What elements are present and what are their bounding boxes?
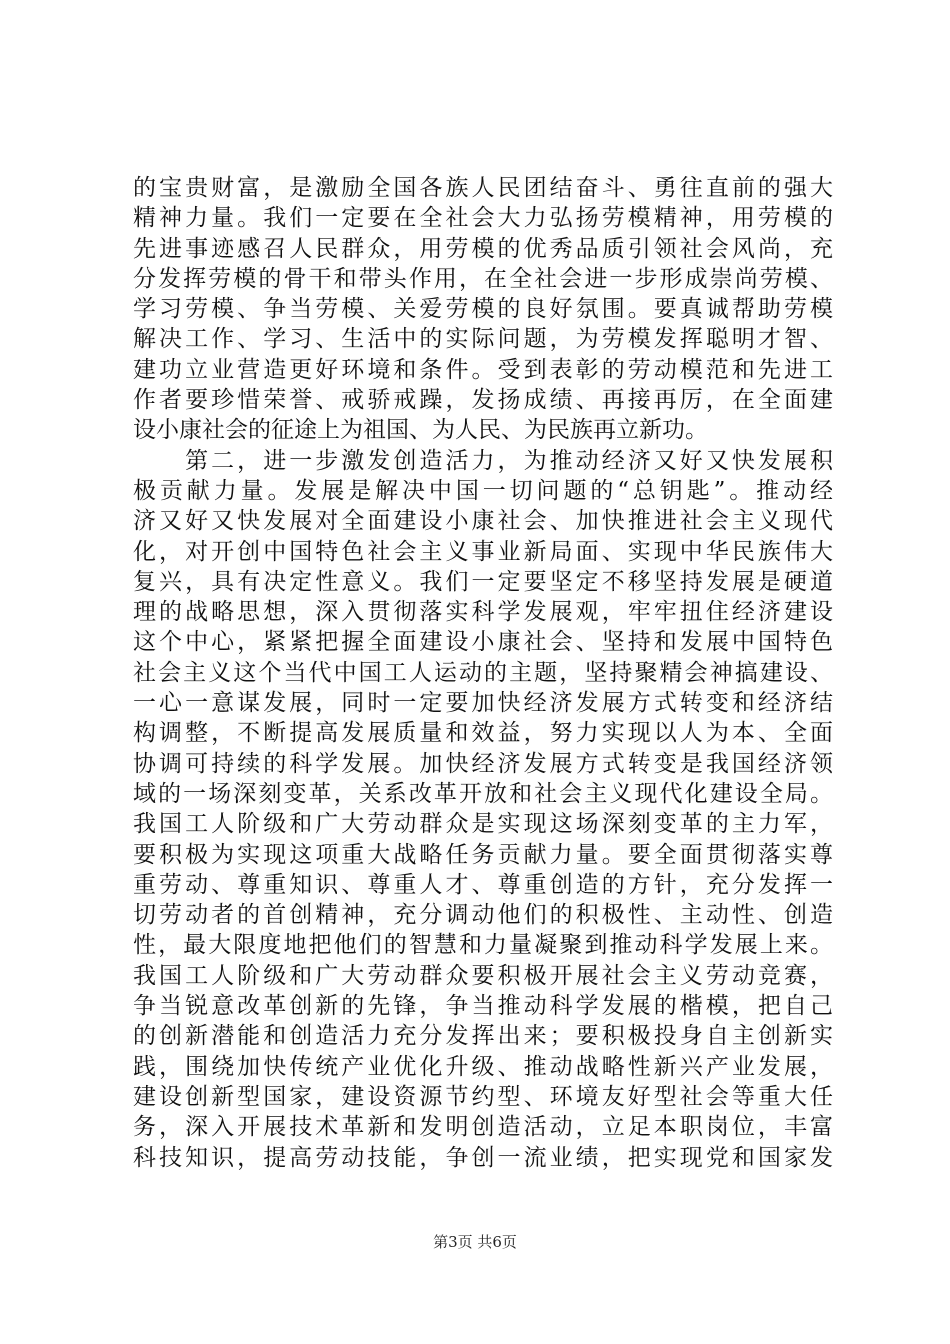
text-line: 重劳动、尊重知识、尊重人才、尊重创造的方针，充分发挥一 <box>133 871 833 898</box>
text-line: 域的一场深刻变革，关系改革开放和社会主义现代化建设全局。 <box>133 780 833 807</box>
text-line: 作者要珍惜荣誉、戒骄戒躁，发扬成绩、再接再厉，在全面建 <box>133 387 833 414</box>
body-text <box>133 173 833 1173</box>
paragraph <box>133 173 833 446</box>
page-number-footer: 第3页 共6页 <box>433 1233 517 1251</box>
text-line: 我国工人阶级和广大劳动群众是实现这场深刻变革的主力军， <box>133 811 833 838</box>
text-line: 一心一意谋发展，同时一定要加快经济发展方式转变和经济结 <box>133 690 833 717</box>
text-line: 务，深入开展技术革新和发明创造活动，立足本职岗位，丰富 <box>133 1114 833 1141</box>
text-line: 建功立业营造更好环境和条件。受到表彰的劳动模范和先进工 <box>133 356 833 383</box>
text-line: 社会主义这个当代中国工人运动的主题，坚持聚精会神搞建设、 <box>133 659 833 686</box>
text-line: 的创新潜能和创造活力充分发挥出来；要积极投身自主创新实 <box>133 1023 833 1050</box>
text-line: 建设创新型国家，建设资源节约型、环境友好型社会等重大任 <box>133 1083 833 1110</box>
text-line: 设小康社会的征途上为祖国、为人民、为民族再立新功。 <box>133 417 708 444</box>
text-line: 要积极为实现这项重大战略任务贡献力量。要全面贯彻落实尊 <box>133 841 833 868</box>
text-line: 的宝贵财富，是激励全国各族人民团结奋斗、勇往直前的强大 <box>133 175 833 201</box>
text-line: 践，围绕加快传统产业优化升级、推动战略性新兴产业发展， <box>133 1053 833 1080</box>
text-line: 先进事迹感召人民群众，用劳模的优秀品质引领社会风尚，充 <box>133 235 833 262</box>
text-line: 复兴，具有决定性意义。我们一定要坚定不移坚持发展是硬道 <box>133 568 833 595</box>
text-line: 我国工人阶级和广大劳动群众要积极开展社会主义劳动竞赛， <box>133 962 833 989</box>
text-line: 精神力量。我们一定要在全社会大力弘扬劳模精神，用劳模的 <box>133 205 833 232</box>
text-line: 解决工作、学习、生活中的实际问题，为劳模发挥聪明才智、 <box>133 326 833 353</box>
text-line: 化，对开创中国特色社会主义事业新局面、实现中华民族伟大 <box>133 538 833 565</box>
text-line: 学习劳模、争当劳模、关爱劳模的良好氛围。要真诚帮助劳模 <box>133 296 833 323</box>
text-line: 性，最大限度地把他们的智慧和力量凝聚到推动科学发展上来。 <box>133 932 833 959</box>
text-line: 第二，进一步激发创造活力，为推动经济又好又快发展积 <box>133 447 833 474</box>
text-line: 理的战略思想，深入贯彻落实科学发展观，牢牢扭住经济建设 <box>133 599 833 626</box>
text-line: 协调可持续的科学发展。加快经济发展方式转变是我国经济领 <box>133 750 833 777</box>
text-line: 分发挥劳模的骨干和带头作用，在全社会进一步形成崇尚劳模、 <box>133 265 833 292</box>
paragraph <box>133 446 833 1173</box>
text-line: 构调整，不断提高发展质量和效益，努力实现以人为本、全面 <box>133 720 833 747</box>
text-line: 科技知识，提高劳动技能，争创一流业绩，把实现党和国家发 <box>133 1144 833 1171</box>
text-line: 这个中心，紧紧把握全面建设小康社会、坚持和发展中国特色 <box>133 629 833 656</box>
text-line: 争当锐意改革创新的先锋，争当推动科学发展的楷模，把自己 <box>133 993 833 1020</box>
text-line: 切劳动者的首创精神，充分调动他们的积极性、主动性、创造 <box>133 902 833 929</box>
text-line: 济又好又快发展对全面建设小康社会、加快推进社会主义现代 <box>133 508 833 535</box>
text-line: 极贡献力量。发展是解决中国一切问题的“总钥匙”。推动经 <box>133 477 833 504</box>
